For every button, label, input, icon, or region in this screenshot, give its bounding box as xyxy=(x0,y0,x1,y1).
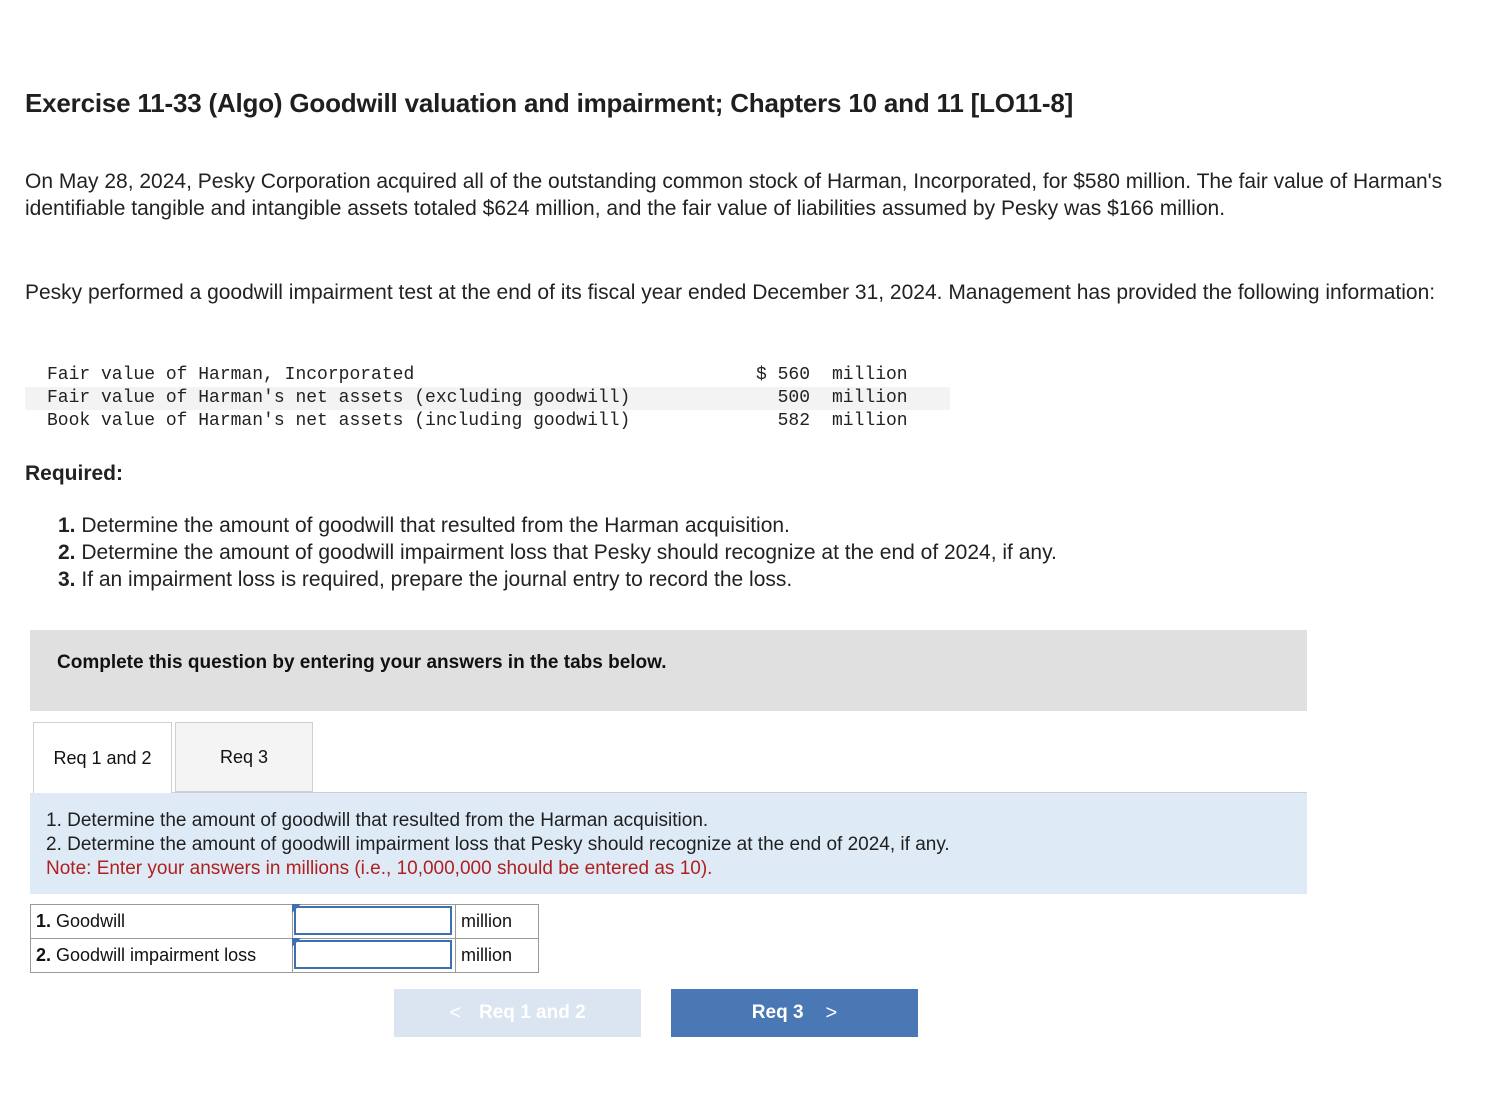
required-heading: Required: xyxy=(25,462,124,485)
info-label: Fair value of Harman's net assets (excluding goodwill) xyxy=(25,387,735,410)
requirement-item xyxy=(58,566,1057,593)
input-marker-icon xyxy=(292,938,301,947)
info-unit: million xyxy=(832,387,950,410)
info-amount: 500 xyxy=(735,387,832,410)
chevron-right-icon: > xyxy=(825,1001,838,1024)
info-table xyxy=(25,364,950,433)
answer-number: 2. xyxy=(36,945,52,965)
tab-req-1-and-2[interactable]: Req 1 and 2 xyxy=(33,722,172,793)
answer-table xyxy=(30,904,539,973)
instruction-line-2: 2. Determine the amount of goodwill impairment loss that Pesky should recognize at the end of 2024, if any. xyxy=(46,834,950,855)
banner-text: Complete this question by entering your answers in the tabs below. xyxy=(57,652,667,673)
problem-paragraph-2: Pesky performed a goodwill impairment test at the end of its fiscal year ended December 31, 2024. Management has provided the following information: xyxy=(25,281,1436,304)
answer-label xyxy=(31,939,293,973)
instruction-note: Note: Enter your answers in millions (i.e., 10,000,000 should be entered as 10). xyxy=(46,858,713,879)
chevron-left-icon: < xyxy=(449,1001,462,1024)
info-row xyxy=(25,387,950,410)
answer-row-goodwill xyxy=(31,905,539,939)
answer-label-text: Goodwill xyxy=(56,911,126,931)
answer-label xyxy=(31,905,293,939)
answer-label-text: Goodwill impairment loss xyxy=(56,945,257,965)
requirement-text: Determine the amount of goodwill impairment loss that Pesky should recognize at the end of 2024, if any. xyxy=(81,541,1057,564)
answer-number: 1. xyxy=(36,911,52,931)
page-title: Exercise 11-33 (Algo) Goodwill valuation and impairment; Chapters 10 and 11 [LO11-8] xyxy=(25,88,1074,118)
instruction-line-1: 1. Determine the amount of goodwill that resulted from the Harman acquisition. xyxy=(46,810,709,831)
requirement-number: 3. xyxy=(58,568,76,591)
next-req-button[interactable] xyxy=(671,989,918,1037)
next-req-label: Req 3 xyxy=(751,1002,804,1023)
answer-input-cell xyxy=(293,939,456,973)
answer-unit: million xyxy=(456,905,539,939)
info-unit: million xyxy=(832,365,908,385)
info-row xyxy=(25,364,950,387)
problem-paragraph: On May 28, 2024, Pesky Corporation acquired all of the outstanding common stock of Harman, Incorporated, for $580 million. The fair value of Harman's identifiable tangible and intangible assets totaled $624 million, and the fair value of liabilities assumed by Pesky was $166 million. xyxy=(25,170,1443,220)
info-label: Book value of Harman's net assets (including goodwill) xyxy=(47,411,631,431)
goodwill-input[interactable] xyxy=(294,906,452,935)
requirement-text: If an impairment loss is required, prepare the journal entry to record the loss. xyxy=(81,568,793,591)
info-unit: million xyxy=(832,411,908,431)
requirement-item xyxy=(58,539,1057,566)
input-marker-icon xyxy=(292,904,301,913)
instructions-banner xyxy=(30,630,1307,711)
impairment-loss-input[interactable] xyxy=(294,940,452,969)
requirement-text: Determine the amount of goodwill that resulted from the Harman acquisition. xyxy=(81,514,790,537)
prev-req-button[interactable] xyxy=(394,989,641,1037)
info-row xyxy=(25,410,950,433)
tab-instructions xyxy=(30,793,1307,894)
requirement-number: 1. xyxy=(58,514,76,537)
info-label: Fair value of Harman, Incorporated xyxy=(47,365,415,385)
prev-req-label: Req 1 and 2 xyxy=(479,1002,586,1023)
answer-unit: million xyxy=(456,939,539,973)
requirement-number: 2. xyxy=(58,541,76,564)
info-amount: 582 xyxy=(777,411,810,431)
tab-req-3[interactable]: Req 3 xyxy=(175,722,313,792)
requirements-list xyxy=(58,512,1057,593)
answer-input-cell xyxy=(293,905,456,939)
info-amount: $ 560 xyxy=(755,365,810,385)
requirement-item xyxy=(58,512,1057,539)
answer-row-impairment xyxy=(31,939,539,973)
